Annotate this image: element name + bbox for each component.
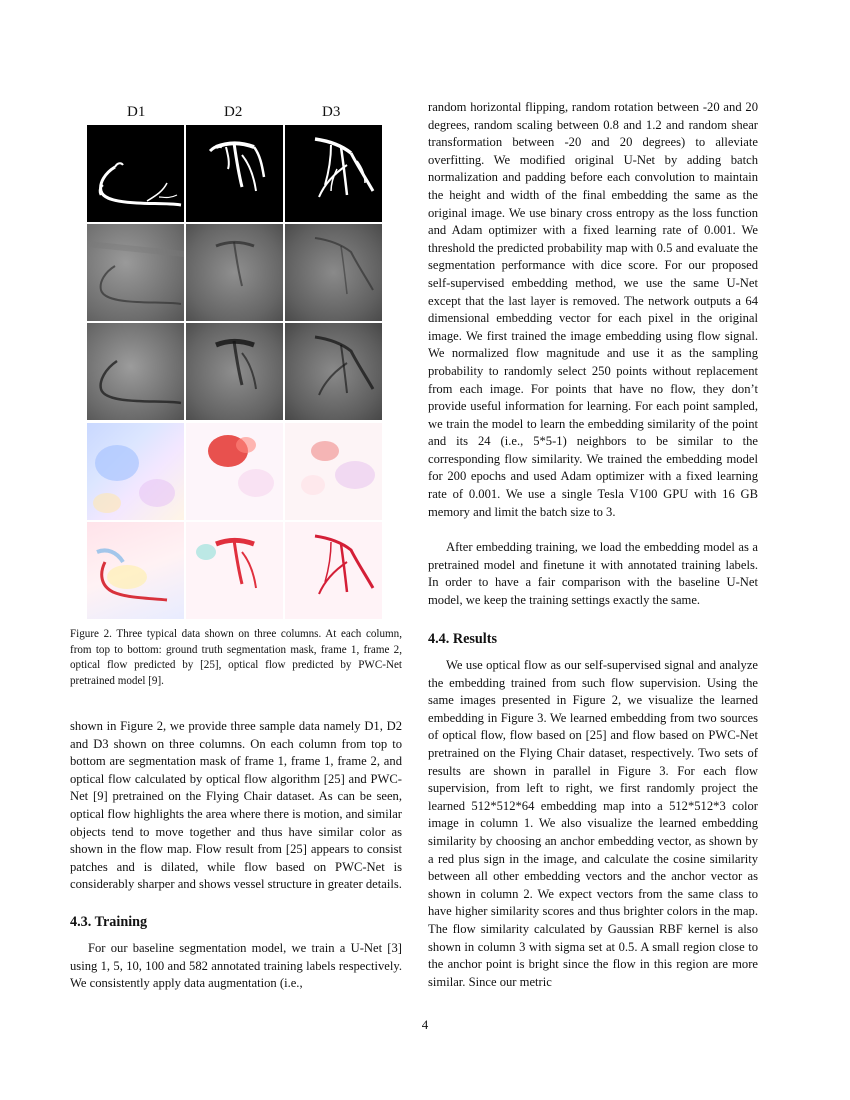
frame2-d3-image: [285, 323, 382, 420]
flowpwc-d2-image: [186, 522, 283, 619]
figure-column-label-d1: D1: [127, 104, 146, 120]
mask-d1-image: [87, 125, 184, 222]
section-heading-results: 4.4. Results: [428, 631, 497, 647]
frame1-d2-image: [186, 224, 283, 321]
figure-2-caption: Figure 2. Three typical data shown on three columns. At each column, from top to bottom: ground truth segmentation mask, frame 1, frame 2, optical flow predicted by [25], optical flow predicted by PWC-Net pretrained model [9].: [70, 628, 402, 687]
right-paragraph-3: We use optical flow as our self-supervised signal and analyze the embedding trained from such flow supervision. Using the same images presented in Figure 2, we visualize the learned embedding in Figure 3. We learned embedding from two sources of optical flow, flow based on [25] and flow based on PWC-Net pretrained on the Flying Chair dataset, respectively. Two sets of results are shown in parallel in Figure 3. For each flow supervision, from left to right, we first randomly project the learned 512*512*64 embedding map into a 512*512*3 color image in column 1. We also visualize the learned embedding similarity by choosing an anchor embedding vector, as shown by a red plus sign in the image, and calculate the cosine similarity between all other embedding vectors and the anchor vector as shown in column 2. We expect vectors from the same class to have higher similarity scores and thus brighter colors in the map. The flow similarity calculated by Gaussian RBF kernel is also shown in column 3 with sigma set at 0.5. A small region close to the anchor point is bright since the flow in this region are more similar. Since our metric: [428, 658, 758, 989]
left-paragraph-1: shown in Figure 2, we provide three sample data namely D1, D2 and D3 shown on three columns. On each column from top to bottom are segmentation mask of frame 1, frame 1, frame 2, and optical flow calculated by optical flow algorithm [25] and PWC-Net [9] pretrained on the Flying Chair dataset. As can be seen, optical flow highlights the area where there is motion, and similar objects tend to move together and thus have similar color as shown in the flow map. Flow result from [25] appears to consist patches and is dilated, while flow based on PWC-Net is considerably sharper and shows vessel structure in greater details.: [70, 719, 402, 892]
right-paragraph-1: random horizontal flipping, random rotation between -20 and 20 degrees, random scaling between 0.8 and 1.2 and random shear transformation between -20 and 20 degrees) to alleviate overfitting. We modified original U-Net by adding batch normalization and padding before each convolution to maintain the height and width of the final embedding the same as the original image. We use binary cross entropy as the loss function and Adam optimizer with a fixed learning rate of 0.001. We threshold the predicted probability map with 0.5 and evaluate the segmentation performance with dice score. For our proposed self-supervised embedding method, we use the same U-Net except that the last layer is removed. The network outputs a 64 dimensional embedding vector for each pixel in the original image. We first trained the image embedding using flow signal. We normalized flow magnitude and use it as the sampling probability to randomly select 250 points without replacement from each image. For points that have no flow, they don’t provide useful information for learning. For each point sampled, we train the model to learn the embedding similarity of the point and its 24 (i.e., 5*5-1) neighbors to be similar to the corresponding flow similarity. We trained the embedding model for 200 epochs and used Adam optimizer with a fixed learning rate of 0.001. We use a single Tesla V100 GPU with 16 GB memory and limit the batch size to 3.: [428, 100, 758, 519]
page-number: 4: [421, 1017, 429, 1032]
flow25-d3-image: [285, 423, 382, 520]
section-heading-training: 4.3. Training: [70, 914, 148, 930]
left-paragraph-2: For our baseline segmentation model, we train a U-Net [3] using 1, 5, 10, 100 and 582 annotated training labels respectively. We consistently apply data augmentation (i.e.,: [70, 941, 402, 991]
frame1-d1-image: [87, 224, 184, 321]
frame2-d1-image: [87, 323, 184, 420]
mask-d3-image: [285, 125, 382, 222]
frame1-d3-image: [285, 224, 382, 321]
mask-d2-image: [186, 125, 283, 222]
figure-column-label-d2: D2: [224, 104, 243, 120]
frame2-d2-image: [186, 323, 283, 420]
flow25-d2-image: [186, 423, 283, 520]
right-paragraph-2: After embedding training, we load the embedding model as a pretrained model and finetune it with annotated training labels. In order to have a fair comparison with the baseline U-Net model, we keep the training settings exactly the same.: [428, 540, 758, 607]
figure-column-label-d3: D3: [322, 104, 341, 120]
figure-2-grid: [87, 125, 382, 620]
flowpwc-d1-image: [87, 522, 184, 619]
flowpwc-d3-image: [285, 522, 382, 619]
flow25-d1-image: [87, 423, 184, 520]
